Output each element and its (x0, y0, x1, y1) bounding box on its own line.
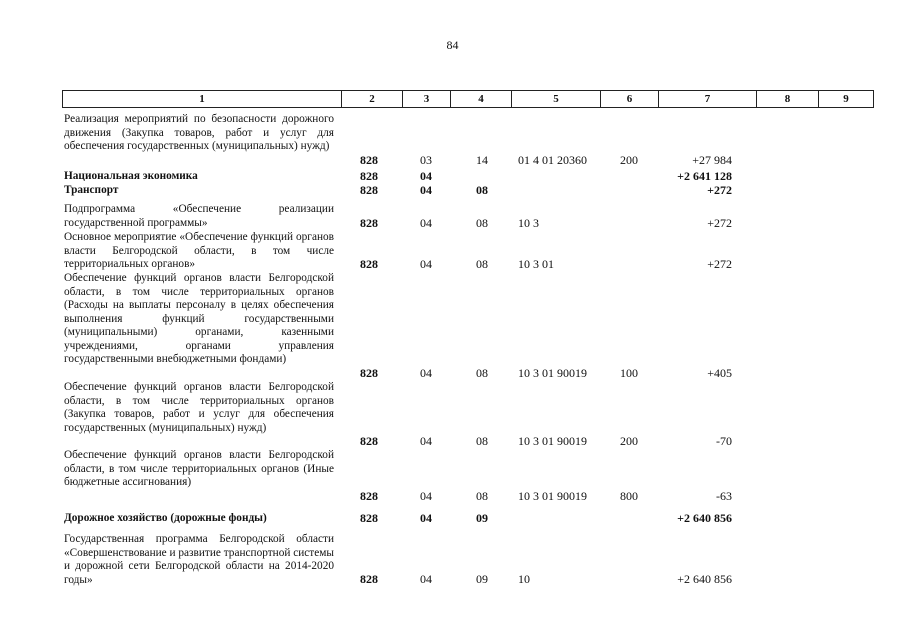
amount: +2 640 856 (677, 511, 732, 525)
admin-code: 828 (360, 511, 378, 525)
row-description: Национальная экономика (64, 170, 198, 182)
expense-type-code: 800 (620, 489, 638, 503)
section-code: 03 (420, 153, 432, 167)
section-code: 04 (420, 434, 432, 448)
expense-type-code: 200 (620, 434, 638, 448)
subsection-code: 08 (476, 216, 488, 230)
amount: -63 (716, 489, 732, 503)
expense-type-code: 100 (620, 366, 638, 380)
subsection-code: 08 (476, 434, 488, 448)
section-code: 04 (420, 216, 432, 230)
page-number: 84 (446, 38, 459, 52)
admin-code: 828 (360, 434, 378, 448)
amount: +272 (707, 216, 732, 230)
column-header-8: 8 (757, 91, 819, 108)
row-description: Реализация мероприятий по безопасности дорожного движения (Закупка товаров, работ и услуг для обеспечения государственных (муниципальных) нужд) (64, 113, 334, 152)
target-article-code: 10 3 01 90019 (518, 489, 587, 503)
column-header-6: 6 (601, 91, 659, 108)
subsection-code: 09 (476, 572, 488, 586)
subsection-code: 08 (476, 489, 488, 503)
column-header-4: 4 (451, 91, 512, 108)
row-description: Транспорт (64, 184, 119, 196)
column-header-7: 7 (659, 91, 757, 108)
section-code: 04 (420, 257, 432, 271)
section-code: 04 (420, 169, 432, 183)
admin-code: 828 (360, 257, 378, 271)
row-description: Основное мероприятие «Обеспечение функций органов власти Белгородской области, в том числе территориальных органов» (64, 231, 334, 270)
expense-type-code: 200 (620, 153, 638, 167)
admin-code: 828 (360, 489, 378, 503)
admin-code: 828 (360, 169, 378, 183)
section-code: 04 (420, 489, 432, 503)
admin-code: 828 (360, 572, 378, 586)
section-code: 04 (420, 183, 432, 197)
row-description: Дорожное хозяйство (дорожные фонды) (64, 512, 267, 524)
column-header-3: 3 (403, 91, 451, 108)
admin-code: 828 (360, 366, 378, 380)
target-article-code: 10 3 01 90019 (518, 366, 587, 380)
amount: +272 (707, 257, 732, 271)
subsection-code: 14 (476, 153, 488, 167)
amount: +2 641 128 (677, 169, 732, 183)
target-article-code: 10 3 01 90019 (518, 434, 587, 448)
column-header-5: 5 (512, 91, 601, 108)
subsection-code: 08 (476, 183, 488, 197)
amount: -70 (716, 434, 732, 448)
column-header-2: 2 (342, 91, 403, 108)
admin-code: 828 (360, 153, 378, 167)
row-description: Государственная программа Белгородской области «Совершенствование и развитие транспортной системы и дорожной сети Белгородской области на 2014-2020 годы» (64, 533, 334, 586)
amount: +2 640 856 (677, 572, 732, 586)
admin-code: 828 (360, 216, 378, 230)
admin-code: 828 (360, 183, 378, 197)
row-description: Подпрограмма «Обеспечение реализации государственной программы» (64, 203, 334, 229)
target-article-code: 10 3 01 (518, 257, 554, 271)
amount: +27 984 (692, 153, 732, 167)
section-code: 04 (420, 366, 432, 380)
column-header-9: 9 (819, 91, 874, 108)
amount: +405 (707, 366, 732, 380)
section-code: 04 (420, 511, 432, 525)
row-description: Обеспечение функций органов власти Белгородской области, в том числе территориальных органов (Расходы на выплаты персоналу в целях обеспечения выполнения функций государственными (муниципальными) органами, казенными учреждениями, органами управления государственными внебюджетными фондами) (64, 272, 334, 365)
target-article-code: 10 (518, 572, 530, 586)
subsection-code: 08 (476, 366, 488, 380)
target-article-code: 01 4 01 20360 (518, 153, 587, 167)
target-article-code: 10 3 (518, 216, 539, 230)
subsection-code: 09 (476, 511, 488, 525)
section-code: 04 (420, 572, 432, 586)
row-description: Обеспечение функций органов власти Белгородской области, в том числе территориальных органов (Закупка товаров, работ и услуг для обеспечения государственных (муниципальных) нужд) (64, 381, 334, 434)
row-description: Обеспечение функций органов власти Белгородской области, в том числе территориальных органов (Иные бюджетные ассигнования) (64, 449, 334, 488)
subsection-code: 08 (476, 257, 488, 271)
column-header-1: 1 (63, 91, 342, 108)
amount: +272 (707, 183, 732, 197)
column-header-row (62, 90, 874, 108)
